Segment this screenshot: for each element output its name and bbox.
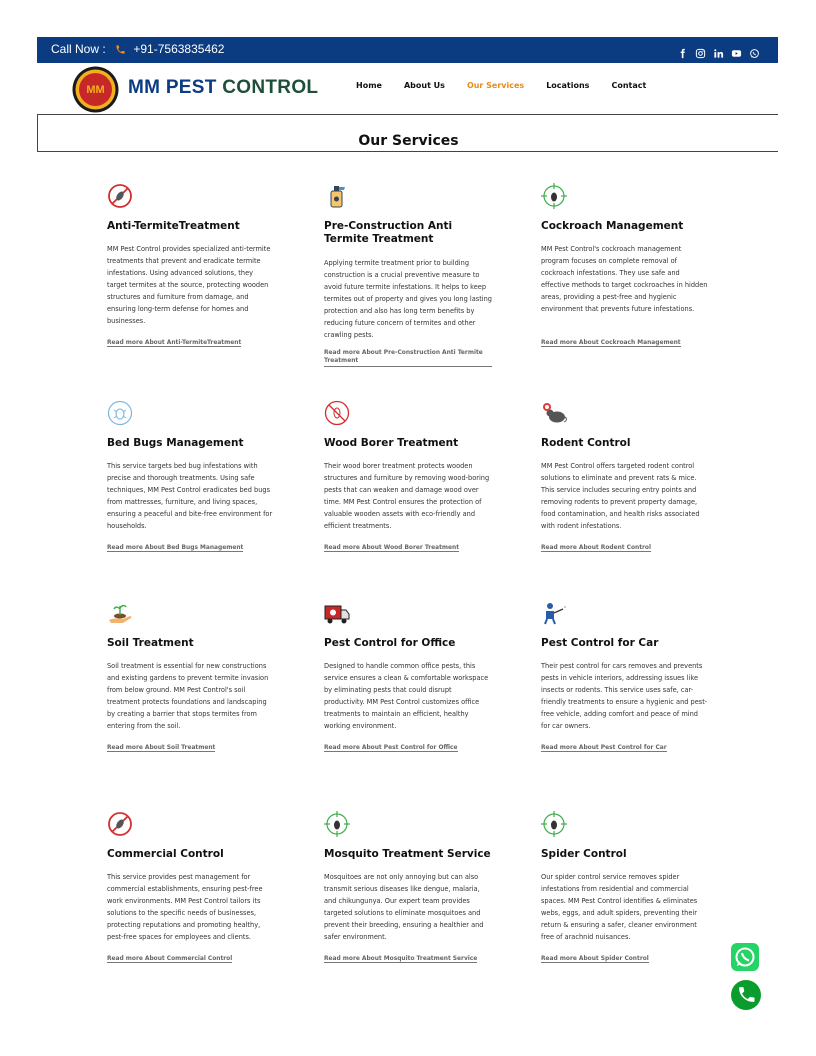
call-label: Call Now : [51,42,106,56]
read-more-link[interactable]: Read more About Anti-TermiteTreatment [107,340,242,346]
service-description: MM Pest Control offers targeted rodent control solutions to eliminate and prevent rats & mice. This service includes securing entry points and removing rodents to prevent property damage, food contamination, and health risks associated with rodent infestations. [541,462,700,530]
bug-target-icon [541,811,567,837]
brand-name-part1: MM PEST [128,77,217,98]
service-description: MM Pest Control provides specialized anti-termite treatments that prevent and eradicate termite infestations. Using advanced solutions, they target termites at the source, protecting wooden structures and furniture from damage, and ensuring long-term defense for homes and businesses. [107,245,271,325]
bug-target-icon [324,811,350,837]
no-borer-icon [324,400,350,426]
soil-hand-icon [107,600,133,626]
read-more-link[interactable]: Read more About Commercial Control [107,956,233,962]
facebook-icon[interactable] [677,44,688,55]
read-more-link[interactable]: Read more About Soil Treatment [107,745,216,751]
bed-bug-icon [107,400,133,426]
brand-logo[interactable] [72,66,119,113]
read-more-link[interactable]: Read more About Bed Bugs Management [107,545,244,551]
whatsapp-icon[interactable] [749,44,760,55]
service-description: Our spider control service removes spider infestations from residential and commercial spaces. MM Pest Control identifies & eliminates webs, eggs, and adult spiders, preventing their return & ensuring a safer, cleaner environment free of arachnid nuisances. [541,873,698,941]
page-title-box [37,114,778,152]
service-description: Designed to handle common office pests, this service ensures a clean & comfortable workspace by eliminating pests that could disrupt productivity. MM Pest Control customizes office treatments to maintain an efficient, healthy working environment. [324,662,489,730]
rat-icon [541,400,567,426]
read-more-link[interactable]: Read more About Pest Control for Car [541,745,667,751]
service-title: Pest Control for Car [541,637,659,649]
phone-icon [731,980,761,1010]
service-title: Commercial Control [107,848,224,860]
page-title: Our Services [358,133,459,149]
service-description: MM Pest Control's cockroach management program focuses on complete removal of cockroach infestations. They use safe and effective methods to target cockroaches in hidden areas, providing a pest-free and hygienic environment that prevents future infestations. [541,245,708,313]
service-title: Mosquito Treatment Service [324,848,491,860]
pest-truck-icon [324,600,350,626]
read-more-link[interactable]: Read more About Mosquito Treatment Service [324,956,478,962]
service-title: Bed Bugs Management [107,437,244,449]
service-description: Mosquitoes are not only annoying but can also transmit serious diseases like dengue, malaria, and chikungunya. Our expert team provides targeted solutions to eliminate mosquitoes and prevent their breeding, ensuring a healthier and safer environment. [324,873,484,941]
read-more-link[interactable]: Read more About Rodent Control [541,545,651,551]
service-title: Soil Treatment [107,637,194,649]
service-title: Rodent Control [541,437,631,449]
logo-text: MM [86,84,105,96]
service-description: This service targets bed bug infestations with precise and thorough treatments. Using safe techniques, MM Pest Control eradicates bed bugs from mattresses, furniture, and living spaces, ensuring a peaceful and bite-free environment for households. [107,462,273,530]
read-more-link[interactable]: Read more About Spider Control [541,956,649,962]
nav-locations[interactable]: Locations [546,81,590,90]
service-title: Wood Borer Treatment [324,437,459,449]
youtube-icon[interactable] [731,44,742,55]
service-title: Pest Control for Office [324,637,456,649]
instagram-icon[interactable] [695,44,706,55]
service-description: Their pest control for cars removes and prevents pests in vehicle interiors, addressing issues like insects or rodents. This service uses safe, car-friendly treatments to ensure a hygienic and pest-free vehicle, adding comfort and peace of mind for car owners. [541,662,708,730]
service-title: Pre-Construction Anti Termite Treatment [324,220,453,245]
main-nav [356,81,668,90]
call-float-button[interactable] [731,980,761,1010]
service-title: Spider Control [541,848,627,860]
service-description: This service provides pest management for commercial establishments, ensuring pest-free work environments. MM Pest Control tailors its solutions to the specific needs of businesses, protecting reputations and promoting healthy, pest-free spaces for employees and clients. [107,873,263,941]
brand-name[interactable] [128,77,318,99]
service-description: Soil treatment is essential for new constructions and existing gardens to prevent termite invasion from below ground. MM Pest Control's soil treatment protects foundations and landscaping by creating a barrier that stops termites from entering from the soil. [107,662,269,730]
sprayer-person-icon [541,600,567,626]
nav-about-us[interactable]: About Us [403,81,445,90]
read-more-link[interactable]: Read more About Pest Control for Office [324,745,458,751]
read-more-link[interactable]: Read more About Wood Borer Treatment [324,545,460,551]
brand-name-part2: CONTROL [222,77,319,98]
read-more-link[interactable]: Read more About Pre-Construction Anti Termite Treatment [324,350,492,367]
service-title: Anti-TermiteTreatment [107,220,240,232]
linkedin-icon[interactable] [713,44,724,55]
nav-contact[interactable]: Contact [611,81,647,90]
social-links [677,44,760,55]
no-termite-icon [107,811,133,837]
spray-bottle-icon [324,183,350,209]
nav-home[interactable]: Home [356,81,382,90]
top-bar [37,37,778,63]
service-title: Cockroach Management [541,220,684,232]
whatsapp-float-button[interactable] [731,943,759,971]
service-description: Their wood borer treatment protects wooden structures and furniture by removing wood-boring pests that can weaken and damage wood over time. MM Pest Control ensures the protection of valuable wooden assets with eco-friendly and efficient treatments. [324,462,490,530]
read-more-link[interactable]: Read more About Cockroach Management [541,340,681,346]
site-header [0,63,816,115]
service-description: Applying termite treatment prior to building construction is a crucial preventive measure to avoid future termite infestations. It helps to keep termites out of property and gives you long lasting protection and also has long term benefits by reducing future concern of termites and other crawling pests. [324,259,492,339]
no-termite-icon [107,183,133,209]
phone-number[interactable]: +91-7563835462 [133,42,225,56]
nav-our-services[interactable]: Our Services [466,81,525,90]
bug-target-icon [541,183,567,209]
call-now[interactable] [51,42,224,58]
phone-icon [115,44,126,58]
whatsapp-icon [731,943,759,971]
